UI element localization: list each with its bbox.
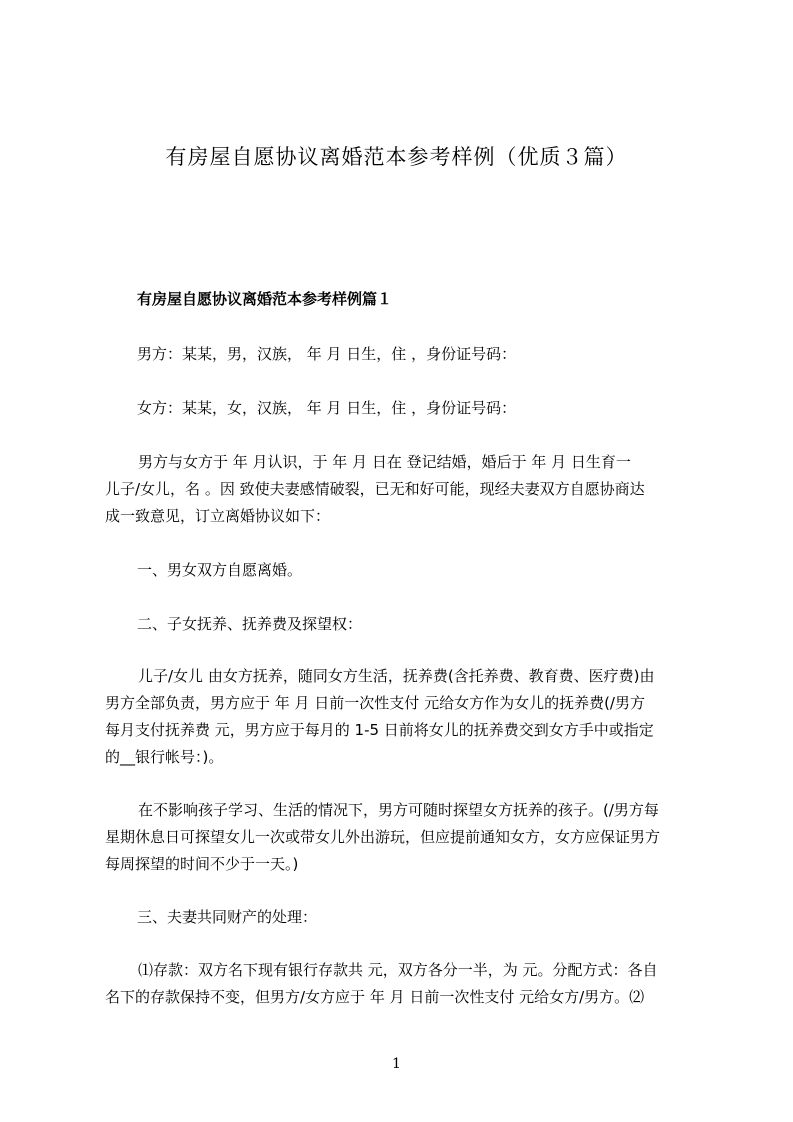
custody-paragraph-line-2: 男方全部负责，男方应于 年 月 日前一次性支付 元给女方作为女儿的抚养费(/男方 xyxy=(105,694,645,712)
clause-three-heading: 三、夫妻共同财产的处理： xyxy=(137,908,318,926)
deposit-paragraph-line-2: 名下的存款保持不变，但男方/女方应于 年 月 日前一次性支付 元给女方/男方。⑵ xyxy=(105,988,645,1006)
custody-paragraph-line-1: 儿子/女儿 由女方抚养，随同女方生活，抚养费(含托养费、教育费、医疗费)由 xyxy=(138,667,655,685)
intro-paragraph-line-3: 成一致意见，订立离婚协议如下： xyxy=(105,507,331,525)
clause-one: 一、男女双方自愿离婚。 xyxy=(137,561,303,579)
page-number: 1 xyxy=(392,1056,401,1072)
visitation-paragraph-line-1: 在不影响孩子学习、生活的情况下，男方可随时探望女方抚养的孩子。(/男方每 xyxy=(138,801,659,819)
husband-info-line: 男方：某某，男，汉族， 年 月 日生，住 ，身份证号码： xyxy=(137,345,517,363)
visitation-paragraph-line-2: 星期休息日可探望女儿一次或带女儿外出游玩，但应提前通知女方，女方应保证男方 xyxy=(105,828,661,846)
custody-paragraph-line-3: 每月支付抚养费 元，男方应于每月的 1-5 日前将女儿的抚养费交到女方手中或指定 xyxy=(105,721,654,739)
wife-info-line: 女方：某某，女，汉族， 年 月 日生，住 ，身份证号码： xyxy=(137,399,517,417)
intro-paragraph-line-2: 儿子/女儿，名 。因 致使夫妻感情破裂，已无和好可能，现经夫妻双方自愿协商达 xyxy=(105,480,645,498)
section-heading: 有房屋自愿协议离婚范本参考样例篇１ xyxy=(137,290,393,308)
deposit-paragraph-line-1: ⑴存款：双方名下现有银行存款共 元，双方各分一半，为 元。分配方式：各自 xyxy=(138,961,658,979)
custody-paragraph-line-4: 的__银行帐号：)。 xyxy=(105,748,224,766)
visitation-paragraph-line-3: 每周探望的时间不少于一天。) xyxy=(105,855,299,873)
document-title: 有房屋自愿协议离婚范本参考样例（优质３篇） xyxy=(165,145,628,169)
intro-paragraph-line-1: 男方与女方于 年 月认识，于 年 月 日在 登记结婚，婚后于 年 月 日生育一 xyxy=(138,453,631,471)
clause-two-heading: 二、子女抚养、抚养费及探望权： xyxy=(137,615,363,633)
